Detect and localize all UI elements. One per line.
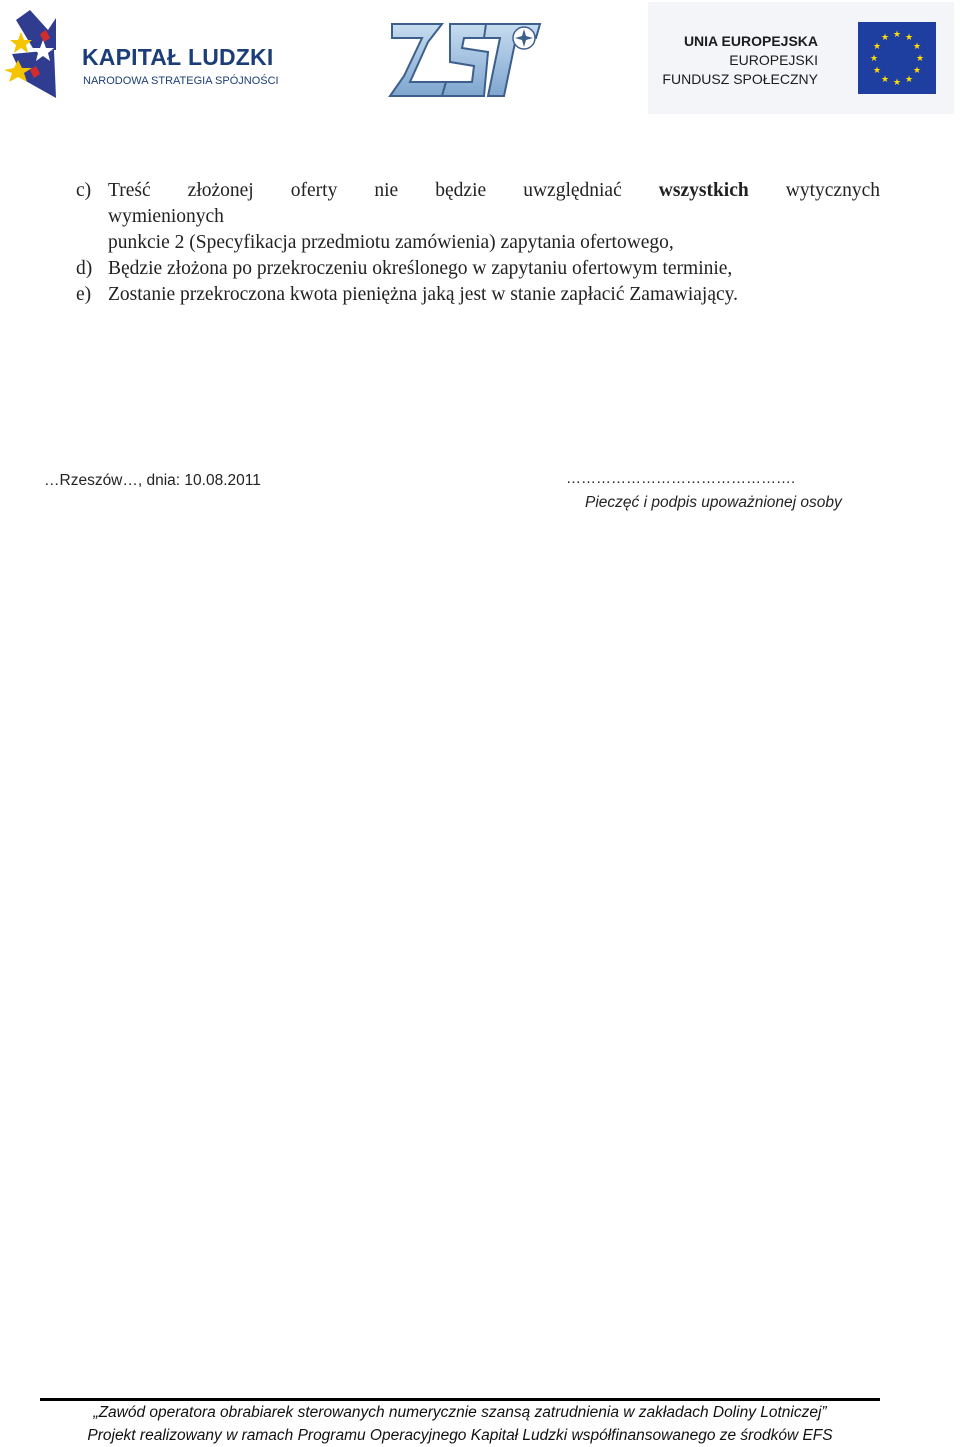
- svg-text:★: ★: [892, 30, 902, 40]
- svg-text:★: ★: [904, 75, 914, 85]
- item-c-line2: wymienionych: [108, 206, 224, 227]
- item-c-word: Treść: [108, 180, 151, 201]
- eu-line1: UNIA EUROPEJSKA: [683, 33, 818, 49]
- item-c-line3: punkcie 2 (Specyfikacja przedmiotu zamówienia) zapytania ofertowego,: [108, 232, 674, 253]
- kapital-ludzki-subtitle: NARODOWA STRATEGIA SPÓJNOŚCI: [83, 75, 279, 87]
- footer-divider: [40, 1398, 880, 1401]
- item-c-line1: [108, 178, 880, 204]
- eu-line3: FUNDUSZ SPOŁECZNY: [662, 71, 818, 87]
- item-c-word: oferty: [290, 180, 338, 201]
- item-c-bold-word: wszystkich: [658, 180, 749, 201]
- svg-text:★: ★: [904, 33, 914, 43]
- exclusion-list: [76, 178, 880, 308]
- kapital-ludzki-title: KAPITAŁ LUDZKI: [82, 44, 274, 70]
- list-item-e: [76, 282, 880, 308]
- svg-text:★: ★: [912, 42, 922, 52]
- item-c-word: uwzględniać: [523, 180, 622, 201]
- list-item-c: [76, 178, 880, 256]
- footer-funding-note: Projekt realizowany w ramach Programu Operacyjnego Kapitał Ludzki współfinansowanego ze środków EFS: [87, 1427, 833, 1444]
- svg-text:★: ★: [880, 33, 890, 43]
- item-c-word: będzie: [435, 180, 487, 201]
- place-and-date: …Rzeszów…, dnia: 10.08.2011: [44, 472, 261, 489]
- footer-project-title: „Zawód operatora obrabiarek sterowanych numerycznie szansą zatrudnienia w zakładach Doliny Lotniczej”: [93, 1404, 827, 1421]
- signature-dotted-line: ……………………………………….: [566, 470, 796, 487]
- eu-logo-text: [662, 32, 818, 89]
- kapital-ludzki-logo: [4, 10, 304, 102]
- svg-text:★: ★: [872, 66, 882, 76]
- item-c-word: wytycznych: [785, 180, 880, 201]
- svg-text:★: ★: [872, 42, 882, 52]
- item-e-text: Zostanie przekroczona kwota pieniężna jaką jest w stanie zapłacić Zamawiający.: [108, 284, 739, 305]
- list-marker-c: c): [76, 180, 92, 201]
- list-item-d: [76, 256, 880, 282]
- signature-label: Pieczęć i podpis upoważnionej osoby: [585, 494, 842, 511]
- zst-school-logo-icon: [388, 16, 544, 100]
- svg-text:★: ★: [869, 54, 879, 64]
- svg-text:★: ★: [892, 78, 902, 88]
- zst-logo: [388, 16, 544, 100]
- item-d-text: Będzie złożona po przekroczeniu określonego w zapytaniu ofertowym terminie,: [108, 258, 733, 279]
- svg-text:★: ★: [912, 66, 922, 76]
- item-c-word: nie: [374, 180, 399, 201]
- eu-line2: EUROPEJSKI: [729, 52, 818, 68]
- list-marker-d: d): [76, 258, 93, 279]
- kapital-ludzki-stars-icon: [4, 10, 74, 102]
- item-c-word: złożonej: [187, 180, 254, 201]
- eu-flag-icon: [858, 22, 936, 94]
- svg-text:★: ★: [880, 75, 890, 85]
- page-header: [0, 0, 960, 120]
- eu-efs-logo: [648, 2, 954, 114]
- list-marker-e: e): [76, 284, 92, 305]
- svg-text:★: ★: [915, 54, 925, 64]
